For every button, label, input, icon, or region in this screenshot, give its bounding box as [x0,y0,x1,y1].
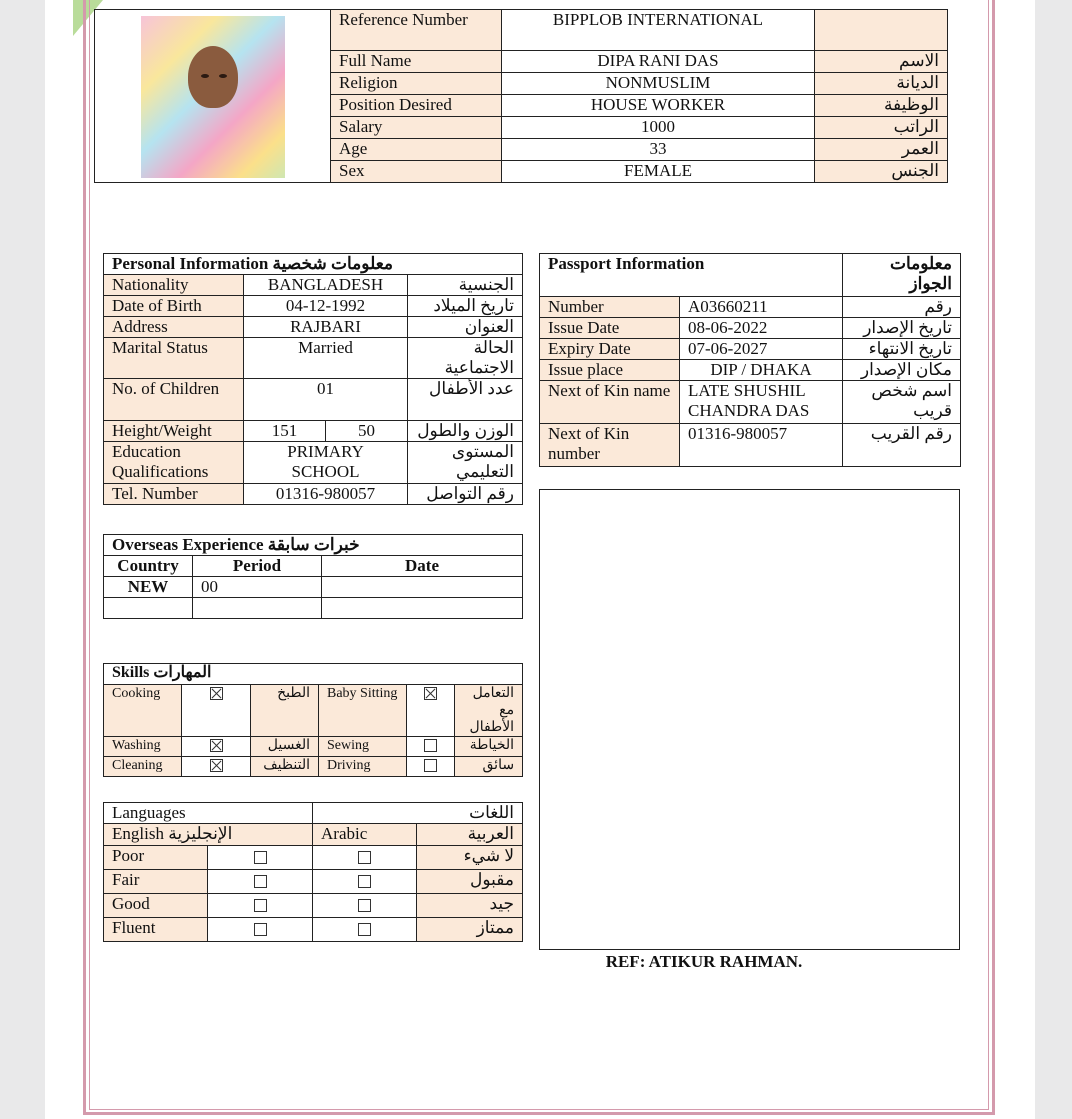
arabic-poor-checkbox[interactable] [313,846,417,870]
checkbox-icon [424,739,437,752]
overseas-country [104,598,193,619]
salary-ar: الراتب [815,117,948,139]
checkbox-icon [254,851,267,864]
skill-sewing-checkbox[interactable] [407,737,455,757]
education-ar: المستوى التعليمي [408,442,523,484]
issue-place-label: Issue place [540,360,680,381]
checkbox-icon [254,899,267,912]
language-english-header: English الإنجليزية [104,824,313,846]
passport-info-title-ar: معلومات الجواز [843,254,961,297]
checkbox-icon [210,687,223,700]
expiry-date-ar: تاريخ الانتهاء [843,339,961,360]
applicant-photo-cell [95,10,331,183]
skill-cleaning-label: Cleaning [104,757,182,777]
education-value: PRIMARY SCHOOL [244,442,408,484]
next-of-kin-name-value: LATE SHUSHIL CHANDRA DAS [680,381,843,424]
education-label: Education Qualifications [104,442,244,484]
passport-info-table [539,253,961,467]
skill-driving-ar: سائق [455,757,523,777]
skill-cooking-ar: الطبخ [251,685,319,737]
language-arabic-header-ar: العربية [417,824,523,846]
overseas-header-date: Date [322,556,523,577]
passport-number-label: Number [540,297,680,318]
nationality-value: BANGLADESH [244,275,408,296]
applicant-photo [141,16,285,178]
position-label: Position Desired [331,95,502,117]
full-name-value: DIPA RANI DAS [502,51,815,73]
address-label: Address [104,317,244,338]
skill-washing-ar: الغسيل [251,737,319,757]
skills-title: Skills المهارات [104,664,523,685]
reference-number-value: BIPPLOB INTERNATIONAL [502,10,815,51]
position-value: HOUSE WORKER [502,95,815,117]
religion-label: Religion [331,73,502,95]
tel-value: 01316-980057 [244,484,408,505]
skill-driving-label: Driving [319,757,407,777]
salary-label: Salary [331,117,502,139]
weight-value: 50 [326,421,408,442]
english-fluent-checkbox[interactable] [208,918,313,942]
issue-date-label: Issue Date [540,318,680,339]
overseas-date [322,598,523,619]
header-table [94,9,948,183]
expiry-date-label: Expiry Date [540,339,680,360]
arabic-fluent-checkbox[interactable] [313,918,417,942]
reference-number-label: Reference Number [331,10,502,51]
next-of-kin-name-label: Next of Kin name [540,381,680,424]
level-fair-label: Fair [104,870,208,894]
full-name-label: Full Name [331,51,502,73]
sex-value: FEMALE [502,161,815,183]
overseas-date [322,577,523,598]
marital-ar: الحالة الاجتماعية [408,338,523,379]
height-weight-ar: الوزن والطول [408,421,523,442]
height-weight-label: Height/Weight [104,421,244,442]
checkbox-icon [424,687,437,700]
skill-sewing-label: Sewing [319,737,407,757]
tel-label: Tel. Number [104,484,244,505]
age-label: Age [331,139,502,161]
checkbox-icon [358,875,371,888]
english-poor-checkbox[interactable] [208,846,313,870]
next-of-kin-name-ar: اسم شخص قريب [843,381,961,424]
languages-title: Languages [104,803,313,824]
skill-babysitting-checkbox[interactable] [407,685,455,737]
languages-table [103,802,523,942]
level-good-label: Good [104,894,208,918]
personal-info-title: Personal Information معلومات شخصية [104,254,523,275]
checkbox-icon [254,923,267,936]
full-name-ar: الاسم [815,51,948,73]
personal-info-table [103,253,523,505]
expiry-date-value: 07-06-2027 [680,339,843,360]
issue-place-value: DIP / DHAKA [680,360,843,381]
position-ar: الوظيفة [815,95,948,117]
checkbox-icon [358,851,371,864]
checkbox-icon [424,759,437,772]
next-of-kin-number-ar: رقم القريب [843,424,961,467]
overseas-title: Overseas Experience خبرات سابقة [104,535,523,556]
level-good-ar: جيد [417,894,523,918]
overseas-country: NEW [104,577,193,598]
nationality-label: Nationality [104,275,244,296]
skill-washing-checkbox[interactable] [182,737,251,757]
reference-number-ar [815,10,948,51]
dob-ar: تاريخ الميلاد [408,296,523,317]
next-of-kin-number-label: Next of Kin number [540,424,680,467]
passport-number-value: A03660211 [680,297,843,318]
religion-value: NONMUSLIM [502,73,815,95]
height-value: 151 [244,421,326,442]
checkbox-icon [358,899,371,912]
marital-value: Married [244,338,408,379]
overseas-period: 00 [193,577,322,598]
passport-info-title: Passport Information [540,254,843,297]
skills-table [103,663,523,777]
sex-label: Sex [331,161,502,183]
cv-page [45,0,1035,1119]
dob-value: 04-12-1992 [244,296,408,317]
reference-footer: REF: ATIKUR RAHMAN. [605,952,803,971]
children-value: 01 [244,379,408,421]
checkbox-icon [358,923,371,936]
arabic-fair-checkbox[interactable] [313,870,417,894]
tel-ar: رقم التواصل [408,484,523,505]
age-ar: العمر [815,139,948,161]
sex-ar: الجنس [815,161,948,183]
skill-babysitting-label: Baby Sitting [319,685,407,737]
overseas-experience-table [103,534,523,619]
skill-cooking-label: Cooking [104,685,182,737]
nationality-ar: الجنسية [408,275,523,296]
level-fluent-label: Fluent [104,918,208,942]
checkbox-icon [210,739,223,752]
dob-label: Date of Birth [104,296,244,317]
passport-number-ar: رقم [843,297,961,318]
skill-driving-checkbox[interactable] [407,757,455,777]
english-fair-checkbox[interactable] [208,870,313,894]
level-poor-ar: لا شيء [417,846,523,870]
skill-cleaning-checkbox[interactable] [182,757,251,777]
children-ar: عدد الأطفال [408,379,523,421]
skill-cooking-checkbox[interactable] [182,685,251,737]
checkbox-icon [254,875,267,888]
languages-title-ar: اللغات [313,803,523,824]
full-body-photo-box [539,489,960,950]
skill-cleaning-ar: التنظيف [251,757,319,777]
next-of-kin-number-value: 01316-980057 [680,424,843,467]
issue-date-ar: تاريخ الإصدار [843,318,961,339]
address-ar: العنوان [408,317,523,338]
language-arabic-header: Arabic [313,824,417,846]
overseas-period [193,598,322,619]
address-value: RAJBARI [244,317,408,338]
checkbox-icon [210,759,223,772]
arabic-good-checkbox[interactable] [313,894,417,918]
overseas-header-country: Country [104,556,193,577]
issue-place-ar: مكان الإصدار [843,360,961,381]
level-poor-label: Poor [104,846,208,870]
level-fair-ar: مقبول [417,870,523,894]
religion-ar: الديانة [815,73,948,95]
skill-washing-label: Washing [104,737,182,757]
level-fluent-ar: ممتاز [417,918,523,942]
marital-label: Marital Status [104,338,244,379]
age-value: 33 [502,139,815,161]
skill-sewing-ar: الخياطة [455,737,523,757]
overseas-header-period: Period [193,556,322,577]
english-good-checkbox[interactable] [208,894,313,918]
children-label: No. of Children [104,379,244,421]
issue-date-value: 08-06-2022 [680,318,843,339]
salary-value: 1000 [502,117,815,139]
skill-babysitting-ar: التعامل مع الأطفال [455,685,523,737]
